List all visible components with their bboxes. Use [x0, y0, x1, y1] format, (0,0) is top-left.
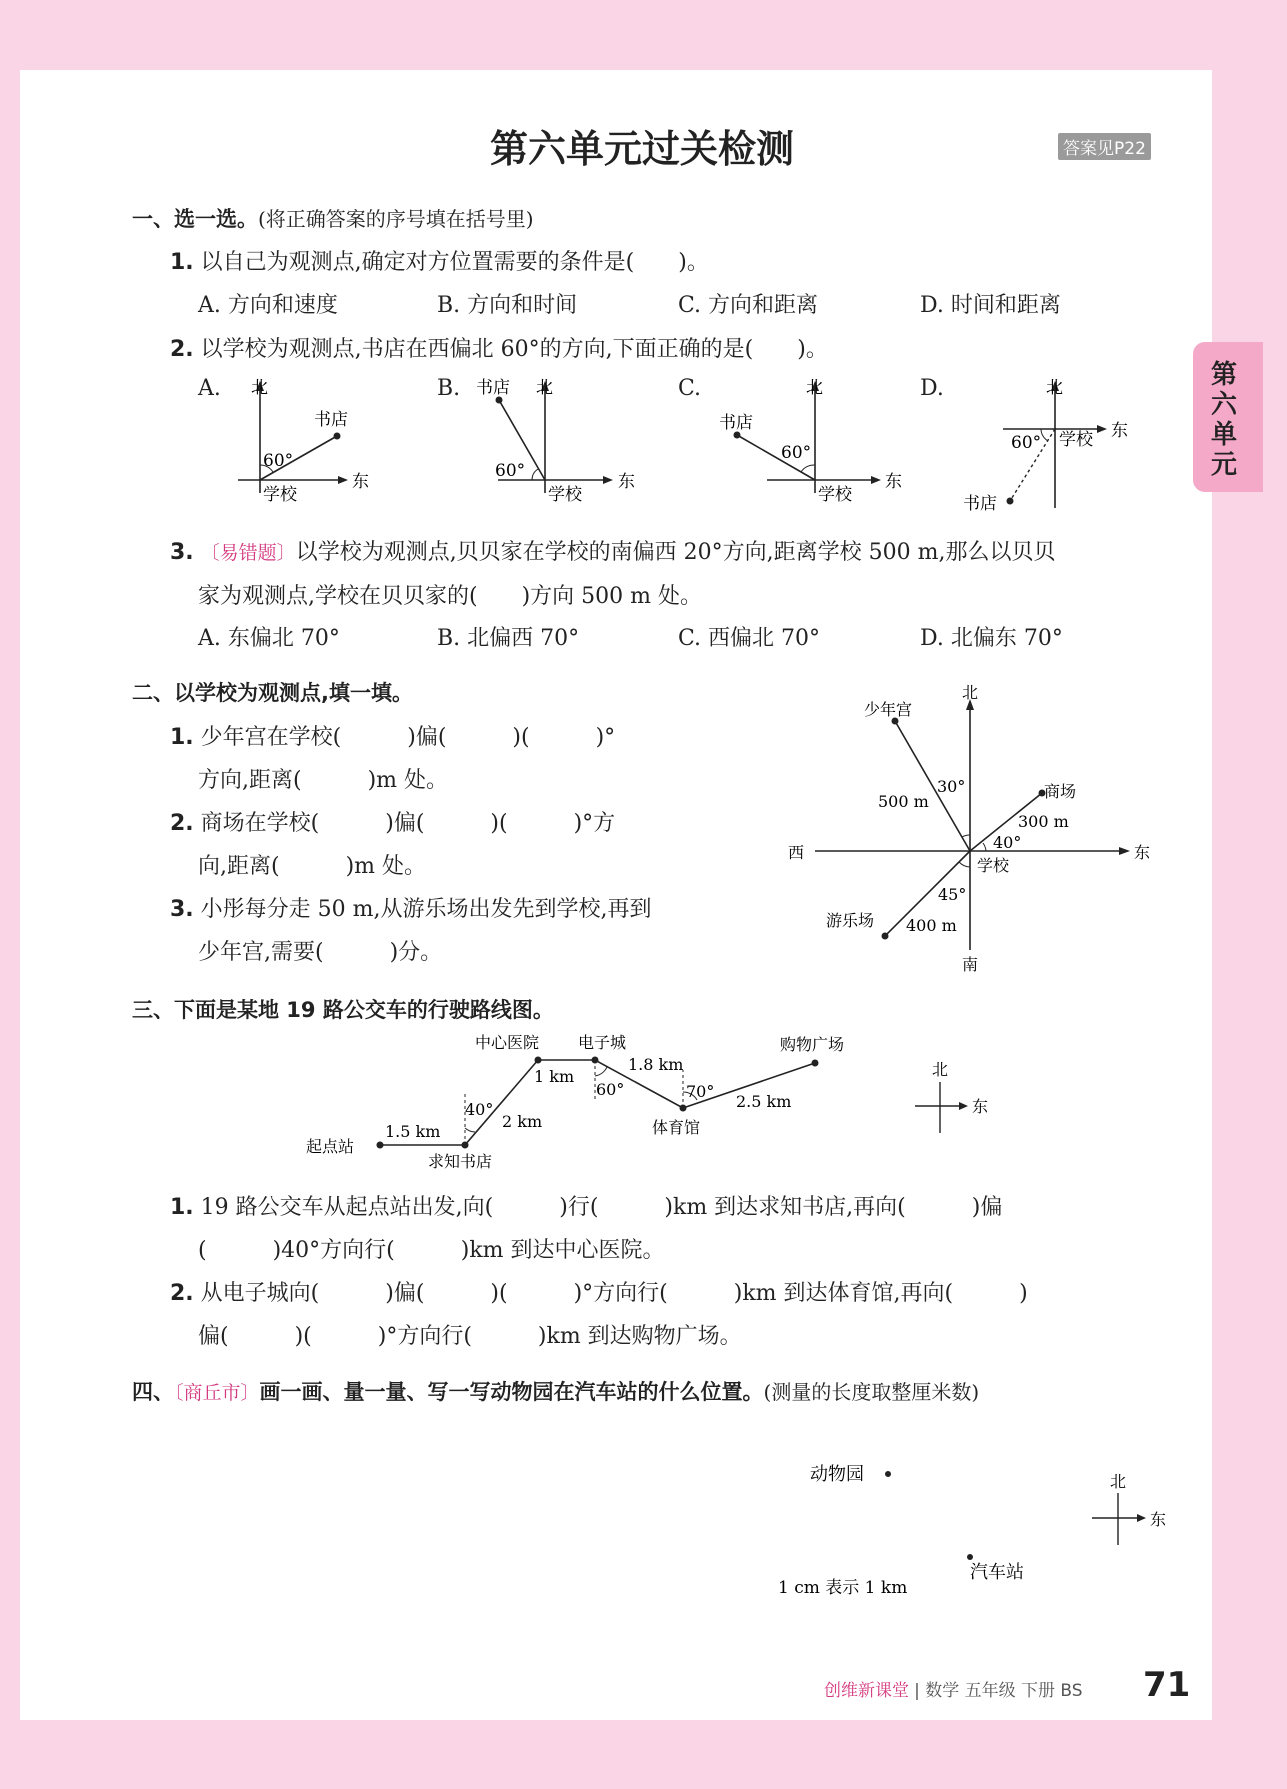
route-d4: 1.8 km [628, 1055, 684, 1074]
route-d1: 1.5 km [385, 1122, 441, 1141]
a-angle-label: 60° [263, 451, 294, 471]
s2-west-label: 西 [788, 843, 805, 862]
s1-q3 [170, 535, 1056, 566]
s1-q1 [170, 245, 709, 276]
c-school-label: 学校 [818, 485, 852, 505]
a-east-label: 东 [352, 472, 369, 492]
s1-q1-option-a: A. 方向和速度 [198, 293, 338, 318]
section4-heading [132, 1376, 979, 1406]
s2-east-label: 东 [1134, 843, 1151, 862]
d-bookstore-label: 书店 [963, 494, 997, 514]
s2-mall-distance: 300 m [1018, 812, 1069, 831]
s3-q1-line2: ( )40°方向行( )km 到达中心医院。 [198, 1238, 665, 1263]
s1-q2-text: 以学校为观测点,书店在西偏北 60°的方向,下面正确的是( )。 [200, 337, 828, 362]
a-school-label: 学校 [263, 485, 297, 505]
b-school-label: 学校 [548, 485, 582, 505]
b-east-label: 东 [618, 472, 635, 492]
footer [824, 1676, 1083, 1701]
scale-label: 1 cm 表示 1 km [778, 1578, 908, 1598]
s1-q2-num: 2. [170, 337, 194, 362]
s3-q2-num: 2. [170, 1281, 194, 1306]
s2-mall-angle: 40° [993, 833, 1022, 852]
s1-q2-option-b: B. [437, 376, 461, 401]
c-angle-label: 60° [781, 443, 812, 463]
d-school-label: 学校 [1059, 430, 1093, 450]
route-electronics-label: 电子城 [578, 1033, 627, 1052]
s2-q1-line2: 方向,距离( )m 处。 [198, 768, 449, 793]
s1-q2-option-d: D. [920, 376, 944, 401]
s1-q1-num: 1. [170, 250, 194, 275]
s2-q2-line1: 商场在学校( )偏( )( )°方 [200, 811, 616, 836]
s2-direction-diagram [780, 685, 1180, 985]
s1-q2-diagram-d [955, 375, 1140, 515]
s2-park-angle: 45° [938, 885, 967, 904]
d-angle-label: 60° [1011, 433, 1042, 453]
unit-side-tab [1193, 342, 1263, 492]
s1-q1-text: 以自己为观测点,确定对方位置需要的条件是( )。 [200, 250, 709, 275]
s1-q3-tag: 〔易错题〕 [200, 542, 296, 564]
s2-q2-num: 2. [170, 811, 194, 836]
s3-q2-line2: 偏( )( )°方向行( )km 到达购物广场。 [198, 1324, 742, 1349]
s3-q2 [170, 1276, 1028, 1307]
footer-brand: 创维新课堂 [824, 1681, 909, 1701]
s3-q2-line1: 从电子城向( )偏( )( )°方向行( )km 到达体育馆,再向( ) [200, 1281, 1028, 1306]
s2-school-label: 学校 [977, 856, 1010, 875]
s4-east-label: 东 [1150, 1510, 1167, 1529]
a-bookstore-label: 书店 [314, 410, 348, 430]
s2-q3 [170, 892, 652, 923]
route-hospital-label: 中心医院 [475, 1033, 540, 1052]
unit-side-tab-label: 第六单元 [1210, 360, 1237, 480]
section3-heading: 三、下面是某地 19 路公交车的行驶路线图。 [132, 998, 554, 1022]
c-north-label: 北 [806, 378, 823, 398]
s2-north-label: 北 [962, 683, 979, 702]
footer-book-info: | 数学 五年级 下册 BS [914, 1681, 1083, 1701]
s1-q1-option-c: C. 方向和距离 [678, 293, 819, 318]
s2-park-distance: 400 m [906, 916, 957, 935]
route-gym-label: 体育馆 [652, 1118, 701, 1137]
s2-youth-angle: 30° [937, 777, 966, 796]
s2-q2-line2: 向,距离( )m 处。 [198, 854, 427, 879]
s1-q1-option-b: B. 方向和时间 [437, 293, 578, 318]
section4-tag: 〔商丘市〕 [174, 1382, 260, 1404]
s3-q1-line1: 19 路公交车从起点站出发,向( )行( )km 到达求知书店,再向( )偏 [200, 1195, 1003, 1220]
route-d3: 1 km [534, 1067, 575, 1086]
c-east-label: 东 [885, 472, 902, 492]
s1-q3-option-a: A. 东偏北 70° [198, 626, 340, 651]
s2-q3-line1: 小彤每分走 50 m,从游乐场出发先到学校,再到 [200, 897, 652, 922]
page-title: 第六单元过关检测 [490, 127, 795, 171]
s1-q2-option-c: C. [678, 376, 702, 401]
s1-q3-option-c: C. 西偏北 70° [678, 626, 821, 651]
c-bookstore-label: 书店 [719, 413, 753, 433]
s2-q2 [170, 806, 615, 837]
route-d5: 2.5 km [736, 1092, 792, 1111]
s2-youth-distance: 500 m [878, 792, 929, 811]
s1-q3-option-b: B. 北偏西 70° [437, 626, 580, 651]
bus-station-label: 汽车站 [970, 1562, 1024, 1583]
s3-q1 [170, 1190, 1002, 1221]
s1-q2 [170, 332, 828, 363]
s2-q1-line1: 少年宫在学校( )偏( )( )° [200, 725, 616, 750]
section1-heading-text: 一、选一选。 [132, 207, 258, 231]
section4-note: (测量的长度取整厘米数) [763, 1380, 980, 1404]
s1-q3-line2: 家为观测点,学校在贝贝家的( )方向 500 m 处。 [198, 584, 702, 609]
s3-q1-num: 1. [170, 1195, 194, 1220]
s2-q1-num: 1. [170, 725, 194, 750]
section4-heading-text: 画一画、量一量、写一写动物园在汽车站的什么位置。 [259, 1380, 764, 1404]
b-bookstore-label: 书店 [476, 378, 510, 398]
route-north-label: 北 [932, 1060, 949, 1079]
route-a2: 60° [596, 1080, 625, 1099]
page-number: 71 [1143, 1665, 1191, 1705]
s2-park-label: 游乐场 [826, 911, 875, 930]
route-east-label: 东 [972, 1097, 989, 1116]
s2-q3-num: 3. [170, 897, 194, 922]
s1-q2-diagram-c [715, 375, 905, 510]
route-bookstore-label: 求知书店 [428, 1152, 493, 1171]
route-d2: 2 km [502, 1112, 543, 1131]
s1-q3-num: 3. [170, 540, 194, 565]
d-north-label: 北 [1046, 378, 1063, 398]
route-start-label: 起点站 [306, 1137, 355, 1156]
section1-heading [132, 203, 534, 233]
bus-route-diagram [300, 1030, 1000, 1180]
s1-q3-line1: 以学校为观测点,贝贝家在学校的南偏西 20°方向,距离学校 500 m,那么以贝贝 [295, 540, 1056, 565]
s1-q2-diagram-a [230, 375, 380, 510]
s2-q1 [170, 720, 615, 751]
route-a3: 70° [686, 1082, 715, 1101]
s2-south-label: 南 [962, 955, 979, 974]
a-north-label: 北 [251, 378, 268, 398]
answer-ref-badge: 答案见P22 [1058, 133, 1151, 160]
section2-heading: 二、以学校为观测点,填一填。 [132, 681, 413, 705]
section1-note: (将正确答案的序号填在括号里) [258, 207, 534, 231]
s2-youth-palace-label: 少年宫 [864, 700, 913, 719]
route-shopping-label: 购物广场 [780, 1035, 845, 1054]
s2-mall-label: 商场 [1044, 782, 1077, 801]
b-north-label: 北 [536, 378, 553, 398]
b-angle-label: 60° [495, 461, 526, 481]
section4-heading-num: 四、 [132, 1380, 174, 1404]
s1-q2-option-a: A. [198, 376, 221, 401]
route-a1: 40° [465, 1100, 494, 1119]
s4-north-label: 北 [1110, 1472, 1127, 1491]
s1-q3-option-d: D. 北偏东 70° [920, 626, 1063, 651]
s2-q3-line2: 少年宫,需要( )分。 [198, 940, 443, 965]
d-east-label: 东 [1111, 421, 1128, 441]
s1-q2-diagram-b [470, 375, 635, 510]
zoo-label: 动物园 [810, 1464, 864, 1485]
zoo-bus-diagram [770, 1455, 1180, 1605]
s1-q1-option-d: D. 时间和距离 [920, 293, 1061, 318]
